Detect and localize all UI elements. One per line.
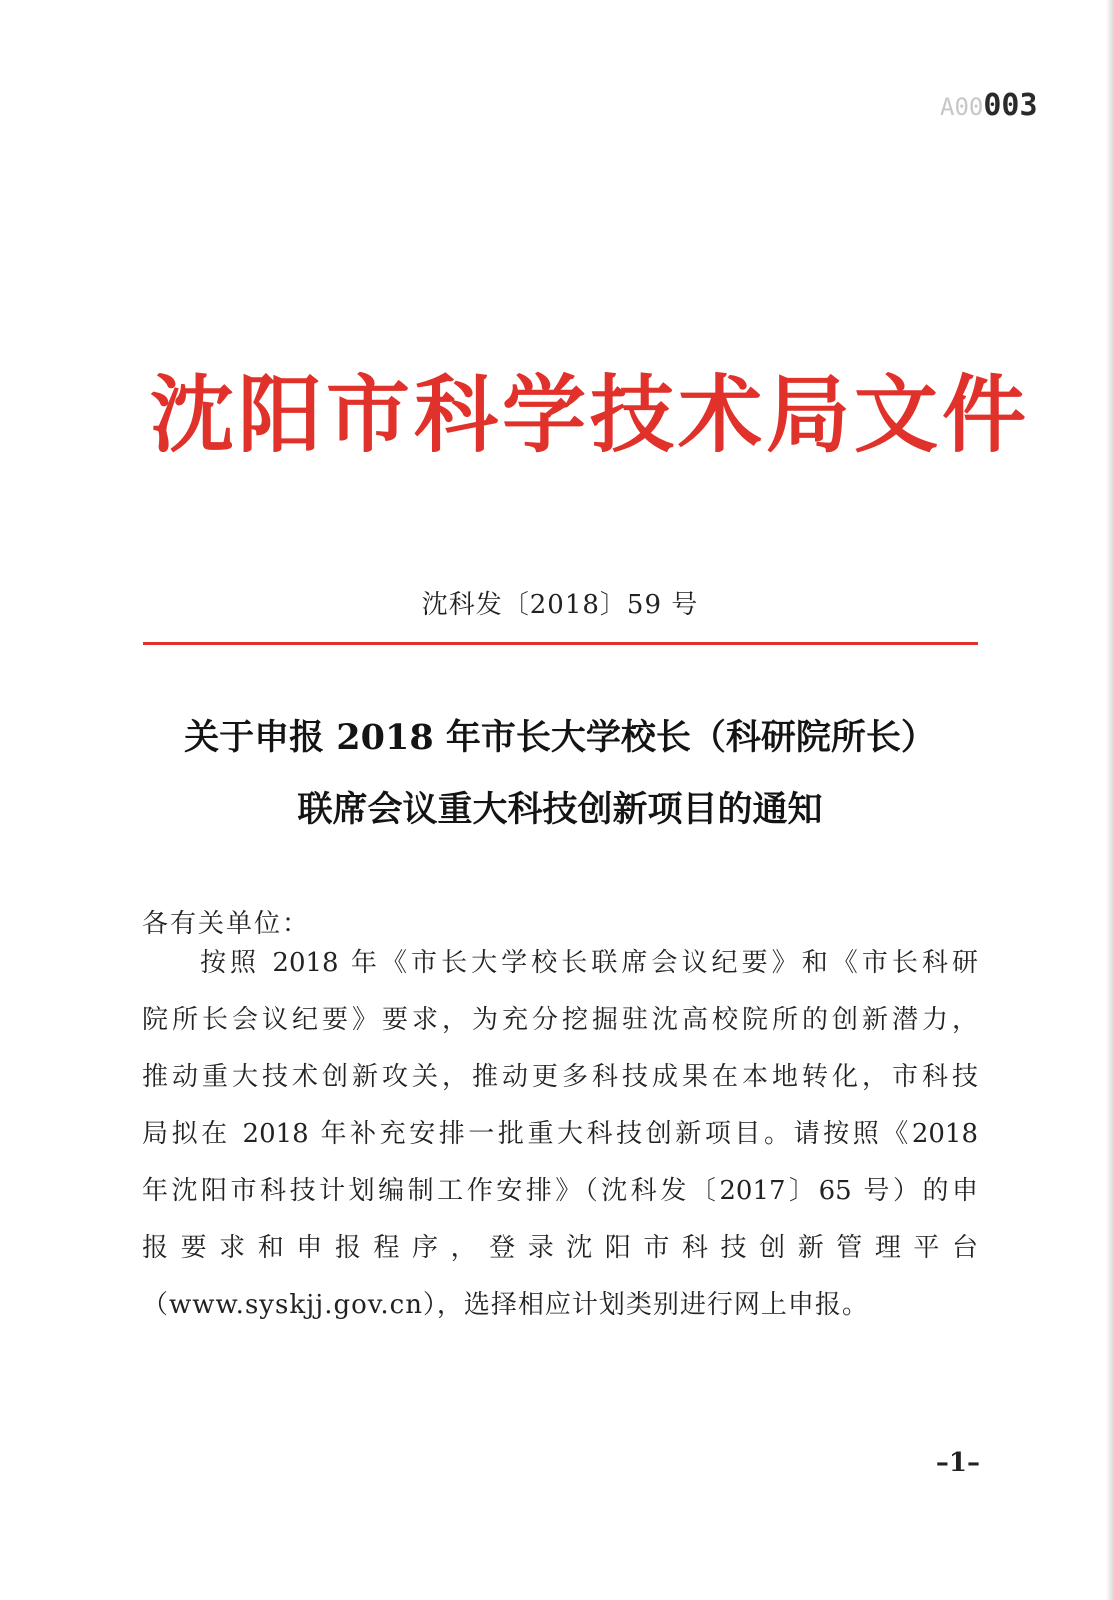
body-line-4: 局拟在 2018 年补充安排一批重大科技创新项目。请按照《2018 (142, 1119, 978, 1149)
archive-serial-number (940, 88, 1090, 123)
body-line-3: 推动重大技术创新攻关，推动更多科技成果在本地转化，市科技 (142, 1062, 978, 1092)
salutation: 各有关单位： (142, 909, 311, 939)
page-number: –1– (935, 1448, 980, 1478)
body-line-2: 院所长会议纪要》要求，为充分挖掘驻沈高校院所的创新潜力， (142, 1005, 978, 1035)
body-line-5: 年沈阳市科技计划编制工作安排》（沈科发〔2017〕65 号）的申 (142, 1176, 978, 1206)
serial-number: 003 (983, 88, 1038, 123)
serial-faint-prefix: A00 (940, 93, 984, 121)
red-divider-line (143, 642, 978, 645)
document-number: 沈科发〔2018〕59 号 (421, 590, 699, 620)
body-line-1: 按照 2018 年《市长大学校长联席会议纪要》和《市长科研 (200, 948, 978, 978)
body-line-7: （www.syskjj.gov.cn），选择相应计划类别进行网上申报。 (142, 1290, 869, 1320)
document-masthead: 沈阳市科学技术局文件 (150, 365, 1031, 464)
scan-edge-shadow (1106, 0, 1114, 1600)
body-line-6: 报要求和申报程序，登录沈阳市科技创新管理平台 (142, 1233, 978, 1263)
document-title (110, 702, 1010, 846)
title-line-2: 联席会议重大科技创新项目的通知 (297, 789, 823, 830)
title-line-1: 关于申报 2018 年市长大学校长（科研院所长） (184, 717, 936, 758)
